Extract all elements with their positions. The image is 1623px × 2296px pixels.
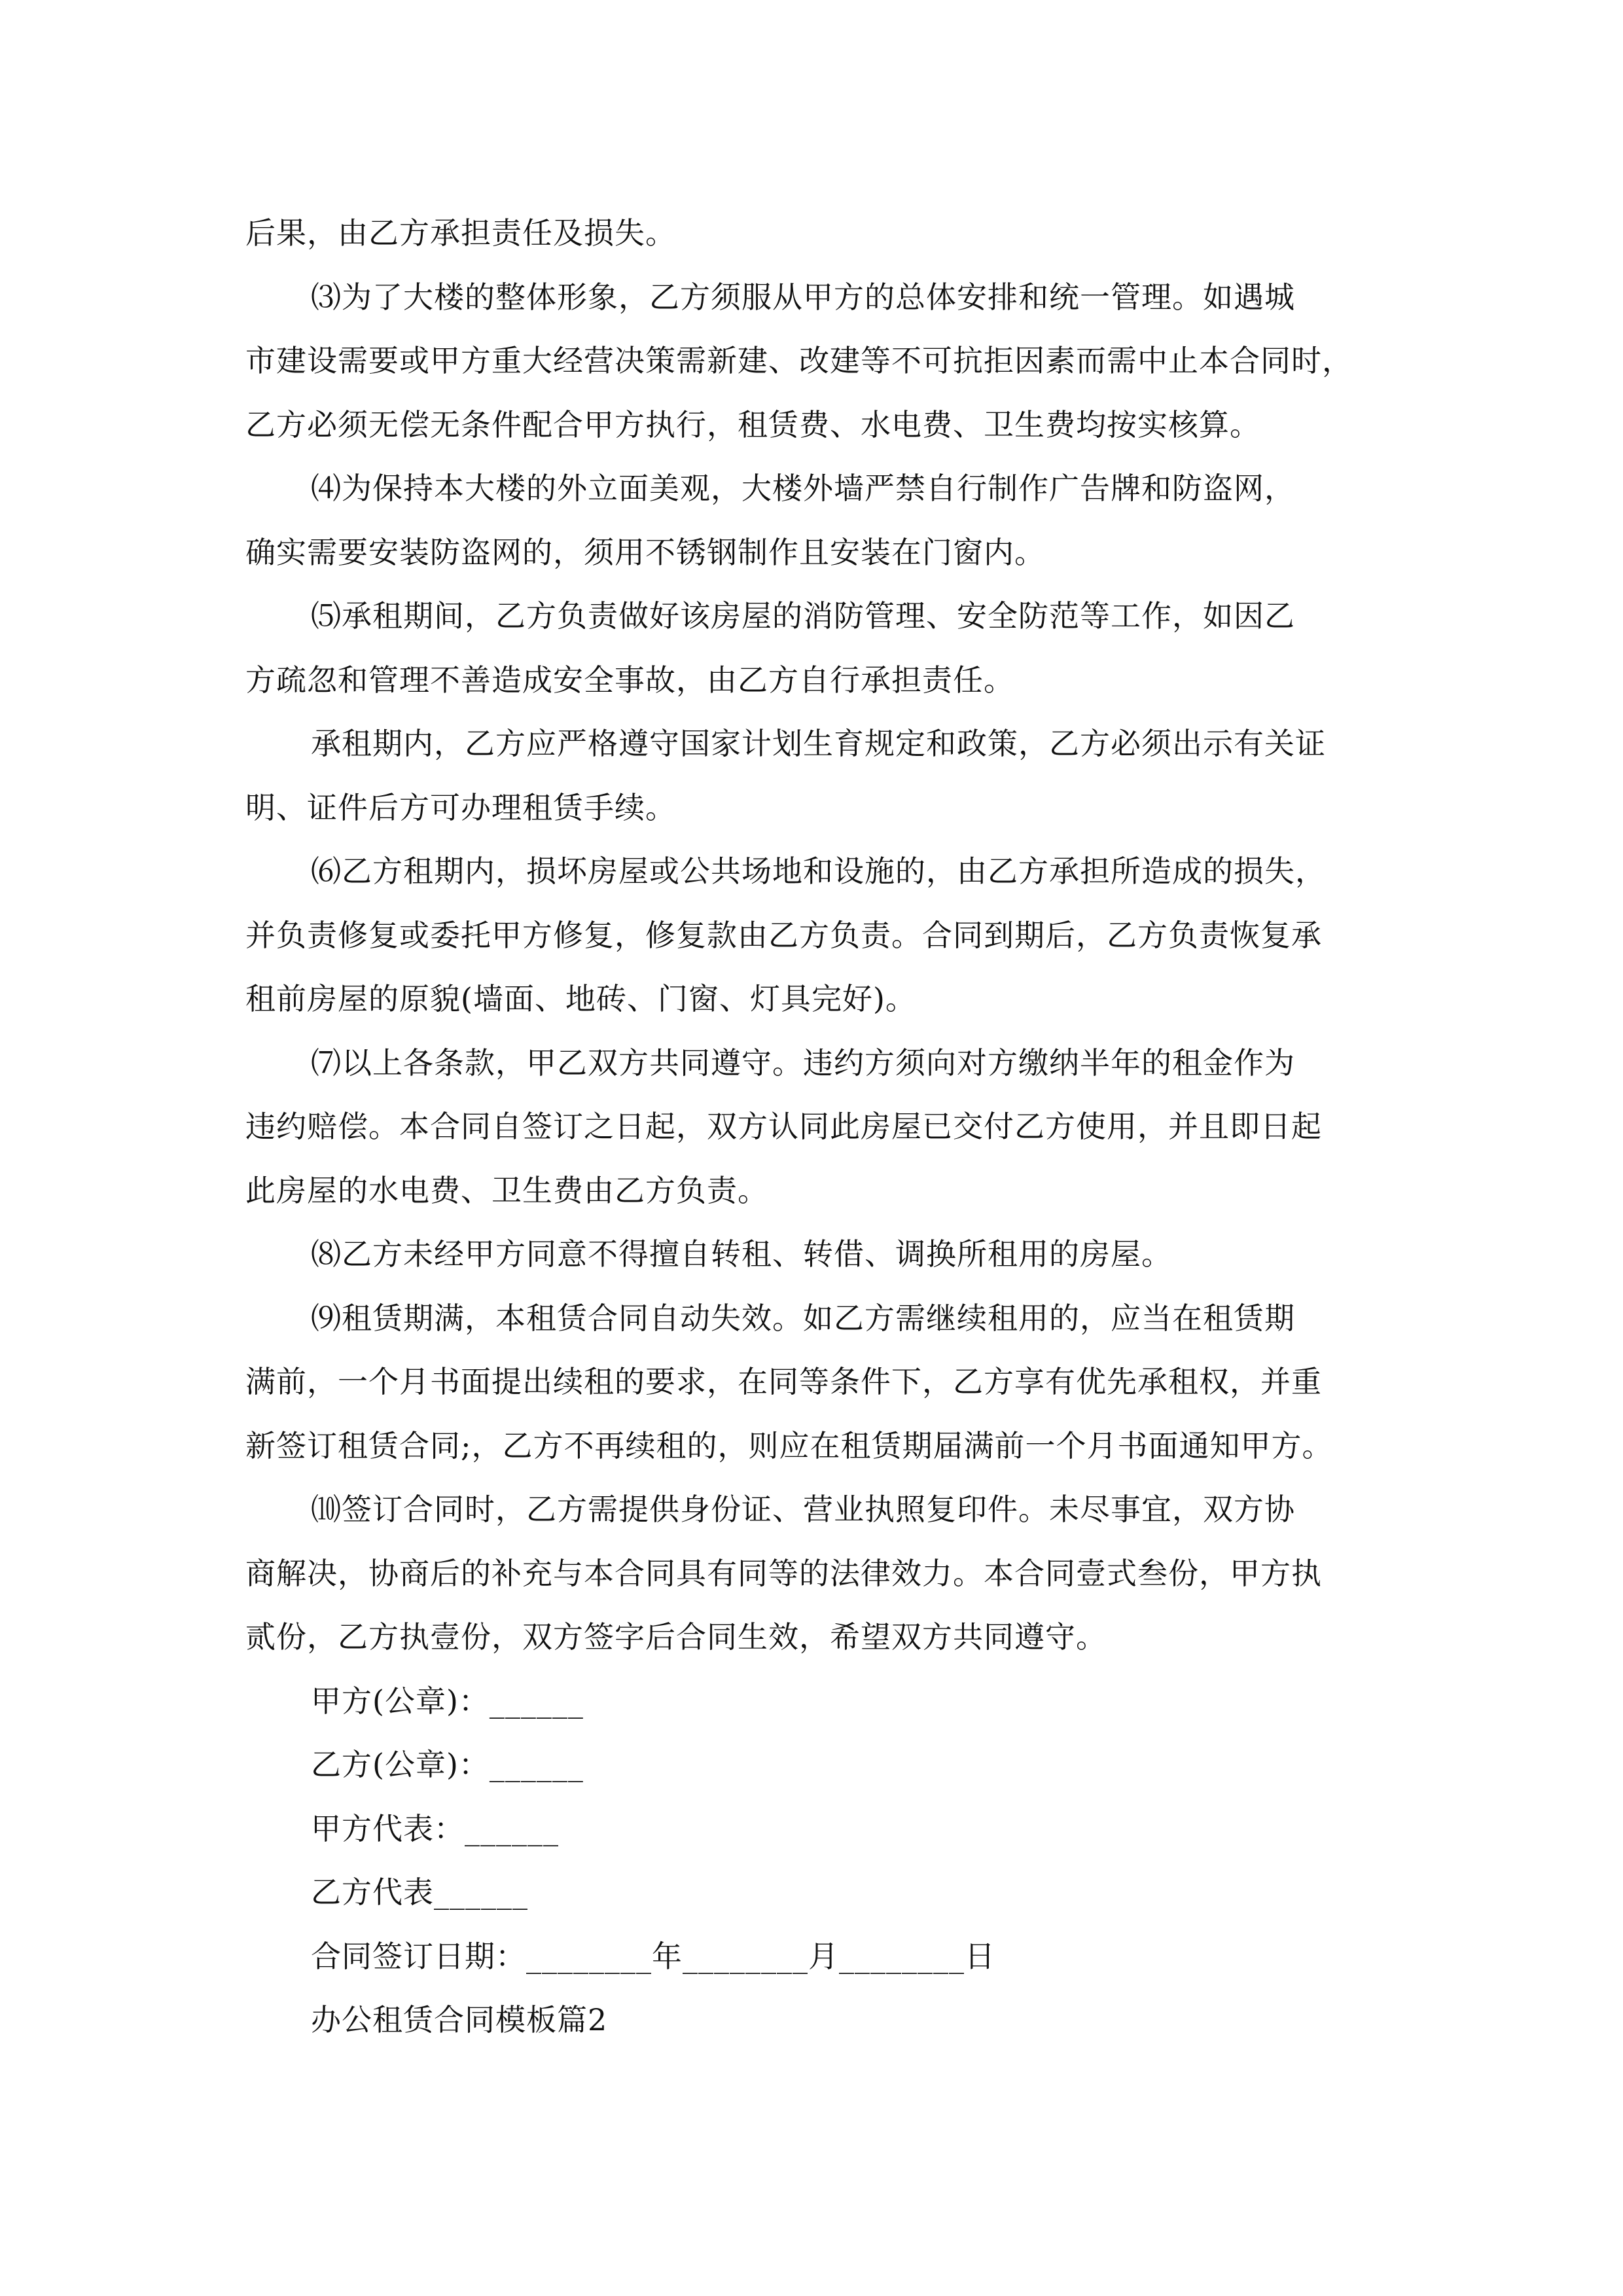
contract-line-13: 租前房屋的原貌(墙面、地砖、门窗、灯具完好)。 [245, 981, 916, 1016]
contract-line-12: 并负责修复或委托甲方修复，修复款由乙方负责。合同到期后，乙方负责恢复承 [245, 917, 1322, 953]
signing-date-field: 合同签订日期：________年________月________日 [311, 1938, 995, 1974]
contract-line-5: ⑷为保持本大楼的外立面美观，大楼外墙严禁自行制作广告牌和防盗网， [311, 471, 1295, 506]
contract-line-8: 方疏忽和管理不善造成安全事故，由乙方自行承担责任。 [245, 662, 1014, 698]
party-b-representative-field: 乙方代表______ [311, 1874, 528, 1910]
contract-line-15: 违约赔偿。本合同自签订之日起，双方认同此房屋已交付乙方使用，并且即日起 [245, 1109, 1322, 1144]
contract-line-2: ⑶为了大楼的整体形象，乙方须服从甲方的总体安排和统一管理。如遇城 [311, 279, 1295, 315]
contract-line-19: 满前，一个月书面提出续租的要求，在同等条件下，乙方享有优先承租权，并重 [245, 1364, 1322, 1399]
contract-line-23: 贰份，乙方执壹份，双方签字后合同生效，希望双方共同遵守。 [245, 1619, 1107, 1655]
contract-line-7: ⑸承租期间，乙方负责做好该房屋的消防管理、安全防范等工作，如因乙 [311, 598, 1295, 634]
contract-line-1: 后果，由乙方承担责任及损失。 [245, 215, 676, 251]
contract-body [245, 202, 1414, 2053]
contract-line-21: ⑽签订合同时，乙方需提供身份证、营业执照复印件。未尽事宜，双方协 [311, 1492, 1295, 1527]
contract-line-9: 承租期内，乙方应严格遵守国家计划生育规定和政策，乙方必须出示有关证 [311, 726, 1326, 761]
party-a-representative-field: 甲方代表：______ [311, 1810, 559, 1846]
party-a-seal-field: 甲方(公章)：______ [311, 1683, 584, 1719]
contract-line-3: 市建设需要或甲方重大经营决策需新建、改建等不可抗拒因素而需中止本合同时， [245, 343, 1353, 378]
contract-line-11: ⑹乙方租期内，损坏房屋或公共场地和设施的，由乙方承担所造成的损失， [311, 853, 1326, 889]
contract-line-14: ⑺以上各条款，甲乙双方共同遵守。违约方须向对方缴纳半年的租金作为 [311, 1045, 1295, 1081]
next-section-heading: 办公租赁合同模板篇2 [311, 2002, 608, 2037]
contract-line-17: ⑻乙方未经甲方同意不得擅自转租、转借、调换所租用的房屋。 [311, 1236, 1172, 1272]
contract-line-16: 此房屋的水电费、卫生费由乙方负责。 [245, 1172, 768, 1208]
party-b-seal-field: 乙方(公章)：______ [311, 1747, 584, 1782]
contract-line-4: 乙方必须无偿无条件配合甲方执行，租赁费、水电费、卫生费均按实核算。 [245, 406, 1260, 442]
contract-line-22: 商解决，协商后的补充与本合同具有同等的法律效力。本合同壹式叁份，甲方执 [245, 1555, 1322, 1591]
contract-line-6: 确实需要安装防盗网的，须用不锈钢制作且安装在门窗内。 [245, 534, 1045, 570]
contract-line-18: ⑼租赁期满，本租赁合同自动失效。如乙方需继续租用的，应当在租赁期 [311, 1300, 1295, 1336]
contract-line-10: 明、证件后方可办理租赁手续。 [245, 789, 676, 825]
contract-line-20: 新签订租赁合同;，乙方不再续租的，则应在租赁期届满前一个月书面通知甲方。 [245, 1427, 1333, 1463]
